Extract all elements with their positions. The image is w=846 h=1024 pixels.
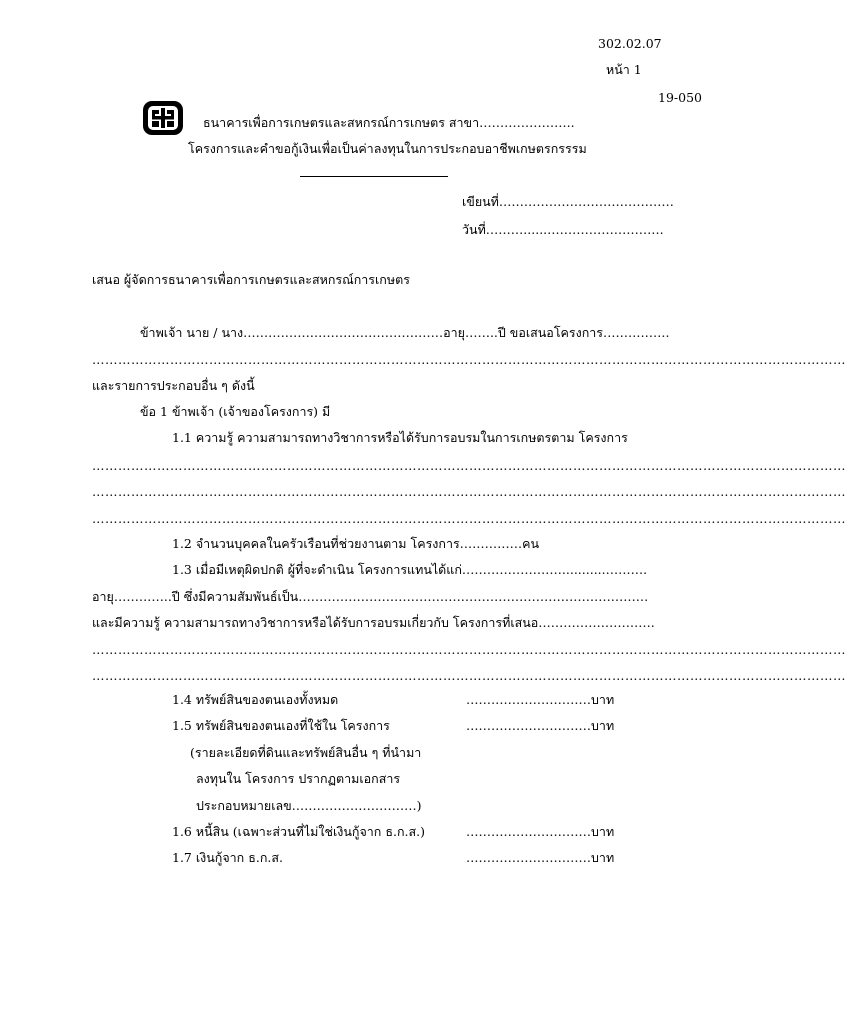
- bank-title: ธนาคารเพื่อการเกษตรและสหกรณ์การเกษตร สาขา…………………..: [203, 115, 575, 130]
- page-number: หน้า 1: [606, 62, 642, 77]
- item-1-6-label: 1.6 หนี้สิน (เฉพาะส่วนที่ไม่ใช่เงินกู้จาก ธ.ก.ส.): [172, 824, 425, 839]
- written-at-field: เขียนที่……………………………………: [462, 194, 674, 209]
- item-1-1: 1.1 ความรู้ ความสามารถทางวิชาการหรือได้รับการอบรมในการเกษตรตาม โครงการ: [172, 430, 628, 445]
- knowledge-line: และมีความรู้ ความสามารถทางวิชาการหรือได้รับการอบรมเกี่ยวกับ โครงการที่เสนอ……………………….: [92, 615, 655, 630]
- item-1-6-value: …………………………บาท: [466, 824, 615, 839]
- item-1-5-note: ประกอบหมายเลข…………………………): [196, 798, 422, 813]
- dotted-line: …………………………………………………………………………………………………………………………………………………………: [92, 642, 846, 657]
- dotted-line: …………………………………………………………………………………………………………………………………………………………: [92, 484, 846, 499]
- addressee: เสนอ ผู้จัดการธนาคารเพื่อการเกษตรและสหกรณ์การเกษตร: [92, 272, 410, 287]
- item-1-5-note: ลงทุนใน โครงการ ปรากฏตามเอกสาร: [196, 771, 401, 786]
- dotted-line: …………………………………………………………………………………………………………………………………………………………: [92, 352, 846, 367]
- item-1-5-value: …………………………บาท: [466, 718, 615, 733]
- intro-text: และรายการประกอบอื่น ๆ ดังนี้: [92, 378, 255, 393]
- item-1-3: 1.3 เมื่อมีเหตุผิดปกติ ผู้ที่จะดำเนิน โครงการแทนได้แก่……………………...........……….: [172, 562, 648, 577]
- item-1-5-label: 1.5 ทรัพย์สินของตนเองที่ใช้ใน โครงการ: [172, 718, 390, 733]
- form-code: 302.02.07: [598, 36, 662, 51]
- document-number: 19-050: [658, 90, 702, 105]
- clause-1: ข้อ 1 ข้าพเจ้า (เจ้าของโครงการ) มี: [140, 404, 331, 419]
- title-underline: [300, 176, 448, 177]
- item-1-4-label: 1.4 ทรัพย์สินของตนเองทั้งหมด: [172, 692, 339, 707]
- item-1-4-value: …………………………บาท: [466, 692, 615, 707]
- applicant-line: ข้าพเจ้า นาย / นาง…………………………………………อายุ……..ปี ขอเสนอโครงการ…………….: [140, 325, 670, 340]
- age-line: อายุ…………..ปี ซึ่งมีความสัมพันธ์เป็น…………………………………………………………………………: [92, 589, 649, 604]
- item-1-7-label: 1.7 เงินกู้จาก ธ.ก.ส.: [172, 850, 283, 865]
- date-field: วันที่………......……………………….: [462, 222, 664, 237]
- dotted-line: …………………………………………………………………………………………………………………………………………………………: [92, 668, 846, 683]
- bank-logo-icon: [142, 100, 184, 136]
- item-1-7-value: …………………………บาท: [466, 850, 615, 865]
- dotted-line: …………………………………………………………………………………………………………………………………………………………: [92, 458, 846, 473]
- item-1-5-note: (รายละเอียดที่ดินและทรัพย์สินอื่น ๆ ที่นำมา: [190, 745, 422, 760]
- project-title: โครงการและคำขอกู้เงินเพื่อเป็นค่าลงทุนในการประกอบอาชีพเกษตรกรรรม: [188, 141, 587, 156]
- item-1-2: 1.2 จำนวนบุคคลในครัวเรือนที่ช่วยงานตาม โครงการ……………คน: [172, 536, 540, 551]
- dotted-line: …………………………………………………………………………………………………………………………………………………………: [92, 511, 846, 526]
